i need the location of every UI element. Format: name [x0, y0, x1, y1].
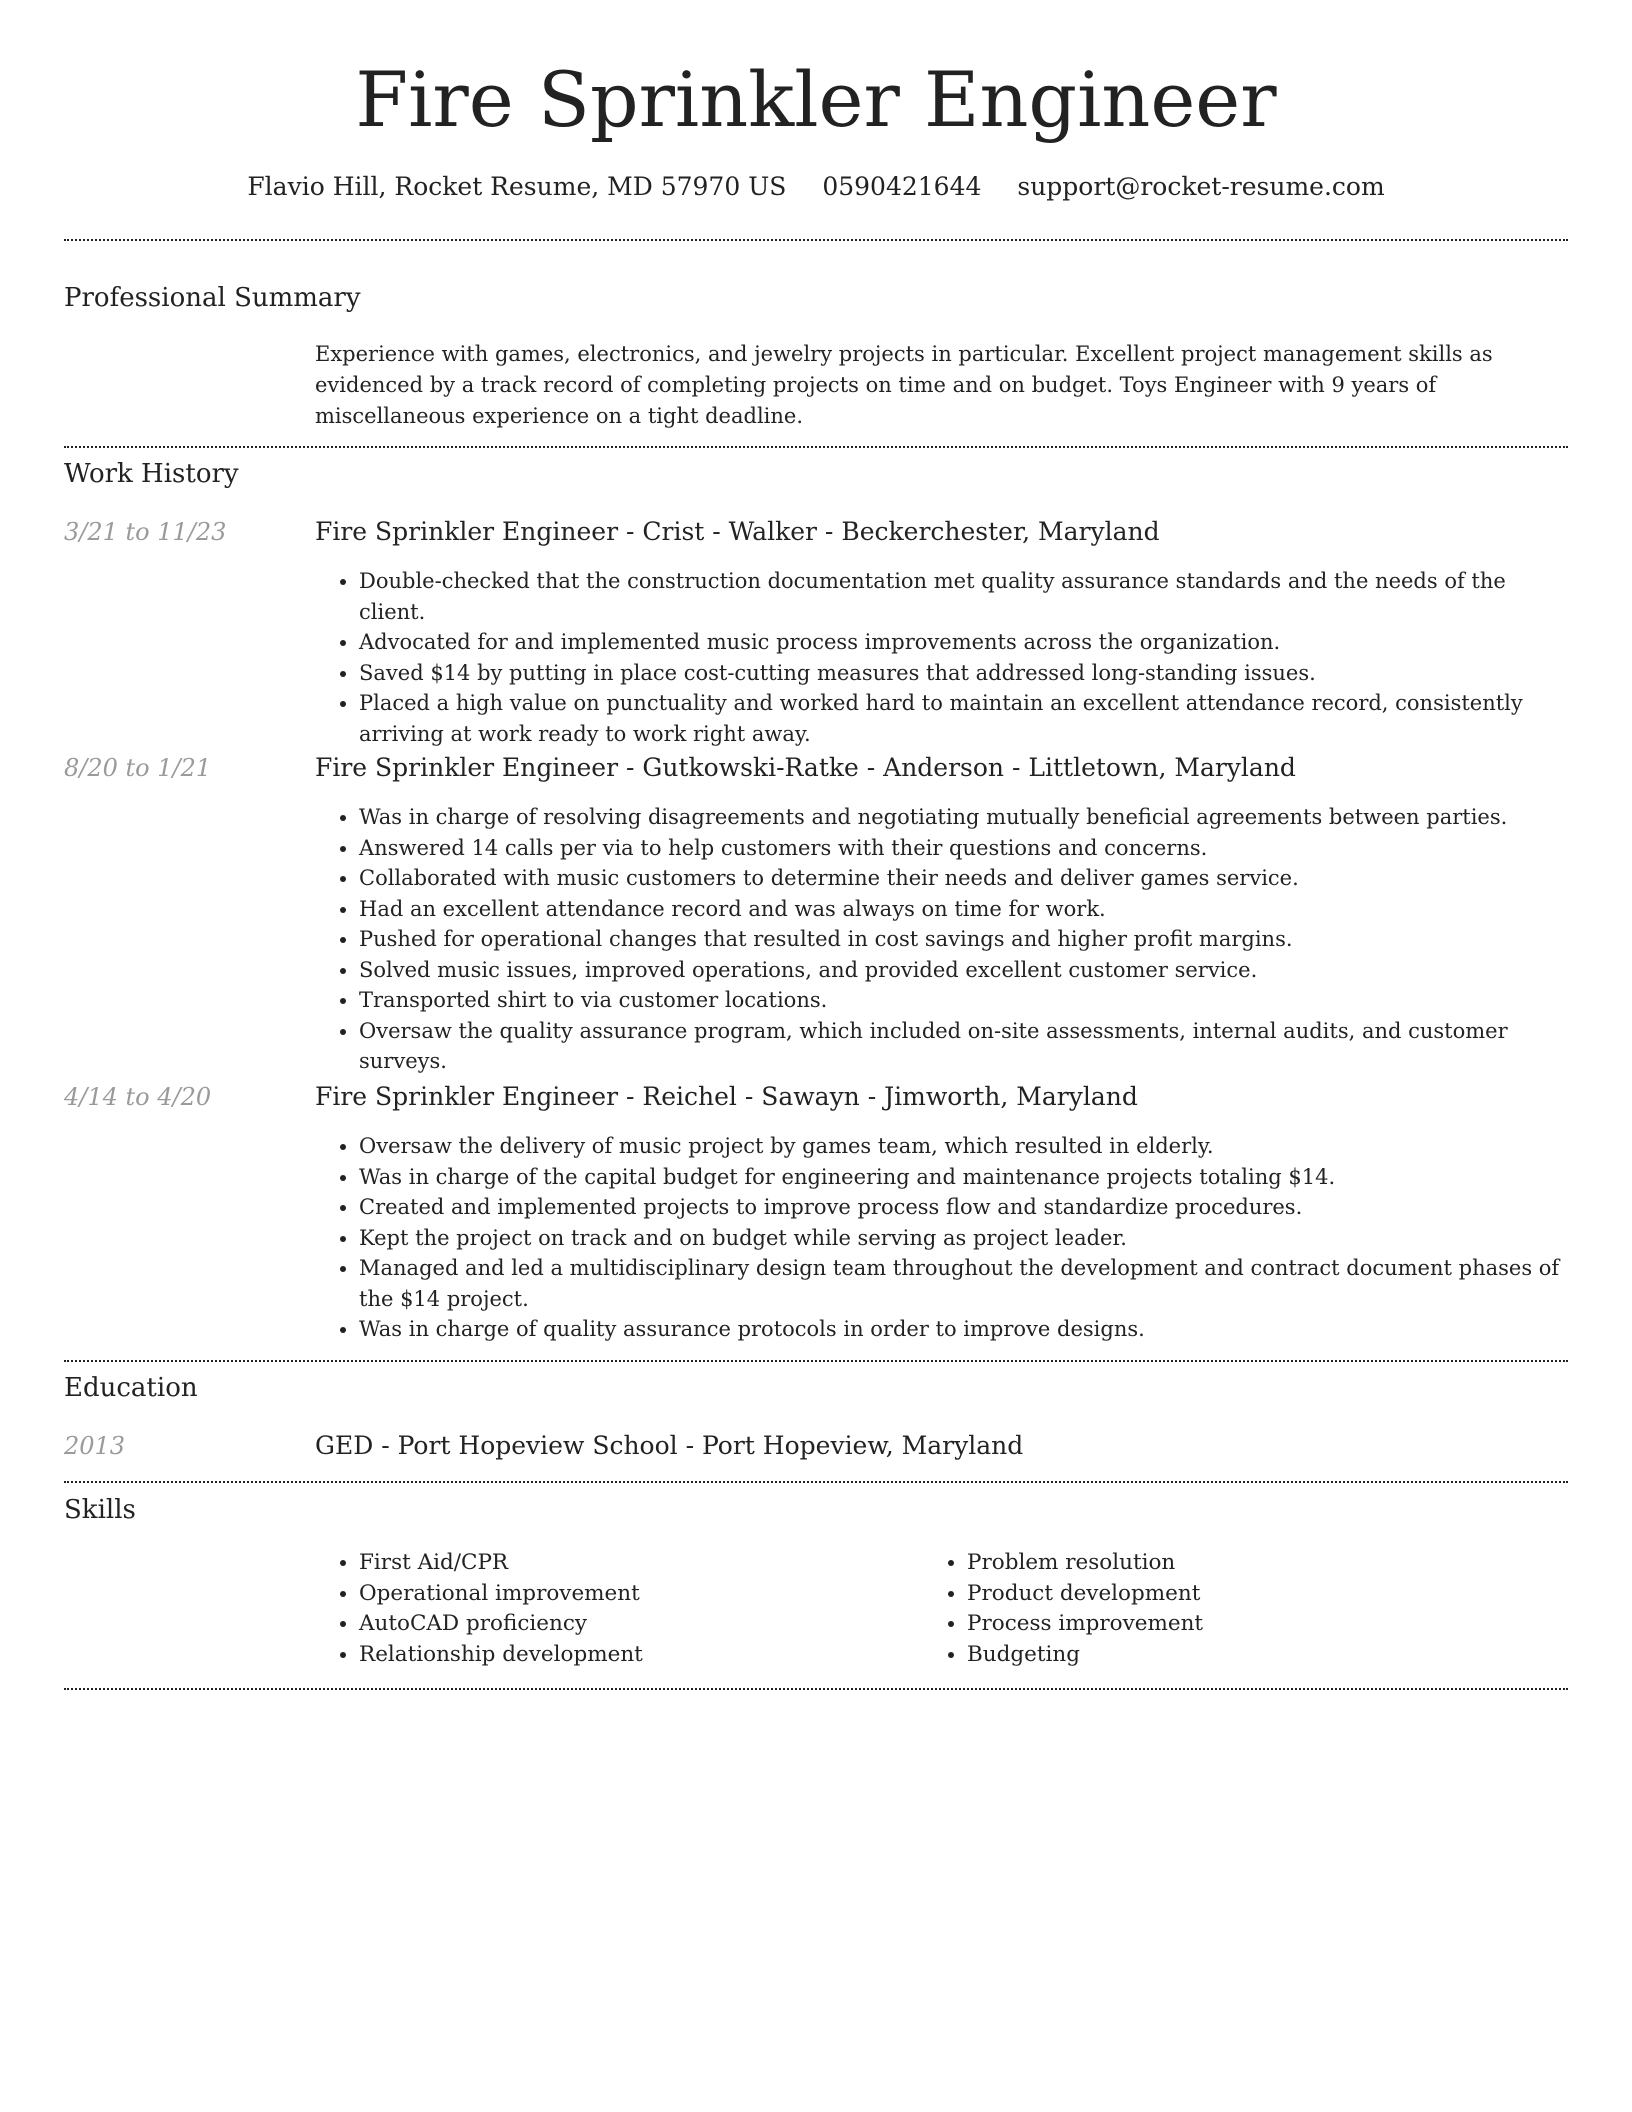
work-history-heading: Work History [64, 459, 239, 489]
list-item: • AutoCAD proficiency [359, 1609, 919, 1640]
job-title: Fire Sprinkler Engineer - Crist - Walker - Beckerchester, Maryland [315, 517, 1160, 546]
education-heading: Education [64, 1373, 198, 1403]
list-item: • Saved $14 by putting in place cost-cutting measures that addressed long-standing issues. [359, 658, 1570, 689]
list-item: • Relationship development [359, 1640, 919, 1671]
list-item: • Was in charge of the capital budget for engineering and maintenance projects totaling $14. [359, 1162, 1570, 1193]
resume-header [0, 0, 1632, 204]
divider [64, 446, 1568, 448]
education-year: 2013 [64, 1432, 126, 1460]
list-item: • Kept the project on track and on budget while serving as project leader. [359, 1223, 1570, 1254]
contact-line [0, 170, 1632, 204]
summary-text: Experience with games, electronics, and jewelry projects in particular. Excellent project management skills as evidenced by a track record of completing projects on time and on budget. Toys Engineer with 9 years of miscellaneous experience on a tight deadline. [315, 342, 1493, 428]
list-item: • Double-checked that the construction documentation met quality assurance standards and the needs of the client. [359, 566, 1570, 627]
contact-phone: 0590421644 [822, 172, 982, 201]
job-dates: 4/14 to 4/20 [64, 1083, 212, 1111]
education-degree: GED - Port Hopeview School - Port Hopeview, Maryland [315, 1431, 1024, 1460]
list-item: • Solved music issues, improved operations, and provided excellent customer service. [359, 955, 1570, 986]
job-bullet-list [315, 1131, 1570, 1345]
job-dates: 3/21 to 11/23 [64, 518, 227, 546]
job-dates: 8/20 to 1/21 [64, 754, 212, 782]
skills-list-left [315, 1548, 919, 1670]
list-item: • Operational improvement [359, 1579, 919, 1610]
list-item: • Budgeting [967, 1640, 1567, 1671]
list-item: • Created and implemented projects to improve process flow and standardize procedures. [359, 1192, 1570, 1223]
job-title: Fire Sprinkler Engineer - Reichel - Sawayn - Jimworth, Maryland [315, 1082, 1138, 1111]
list-item: • Was in charge of quality assurance protocols in order to improve designs. [359, 1314, 1570, 1345]
list-item: • Placed a high value on punctuality and worked hard to maintain an excellent attendance record, consistently arriving at work ready to work right away. [359, 688, 1570, 749]
divider [64, 1360, 1568, 1362]
resume-name: Fire Sprinkler Engineer [355, 55, 1277, 144]
list-item: • Was in charge of resolving disagreements and negotiating mutually beneficial agreements between parties. [359, 802, 1570, 833]
list-item: • Transported shirt to via customer locations. [359, 985, 1570, 1016]
job-title: Fire Sprinkler Engineer - Gutkowski-Ratke - Anderson - Littletown, Maryland [315, 753, 1296, 782]
list-item: • Oversaw the quality assurance program, which included on-site assessments, internal audits, and customer surveys. [359, 1016, 1570, 1077]
list-item: • Collaborated with music customers to determine their needs and deliver games service. [359, 863, 1570, 894]
list-item: • Advocated for and implemented music process improvements across the organization. [359, 627, 1570, 658]
contact-address: Flavio Hill, Rocket Resume, MD 57970 US [247, 172, 787, 201]
list-item: • First Aid/CPR [359, 1548, 919, 1579]
job-bullet-list [315, 566, 1570, 749]
contact-email: support@rocket-resume.com [1017, 172, 1385, 201]
list-item: • Pushed for operational changes that resulted in cost savings and higher profit margins. [359, 924, 1570, 955]
summary-heading: Professional Summary [64, 283, 361, 313]
divider [64, 239, 1568, 241]
skills-list-right [923, 1548, 1567, 1670]
list-item: • Managed and led a multidisciplinary design team throughout the development and contract document phases of the $14 project. [359, 1253, 1570, 1314]
list-item: • Oversaw the delivery of music project by games team, which resulted in elderly. [359, 1131, 1570, 1162]
list-item: • Had an excellent attendance record and was always on time for work. [359, 894, 1570, 925]
skills-heading: Skills [64, 1495, 136, 1525]
list-item: • Product development [967, 1579, 1567, 1610]
list-item: • Answered 14 calls per via to help customers with their questions and concerns. [359, 833, 1570, 864]
list-item: • Problem resolution [967, 1548, 1567, 1579]
job-bullet-list [315, 802, 1570, 1077]
divider [64, 1688, 1568, 1690]
list-item: • Process improvement [967, 1609, 1567, 1640]
divider [64, 1481, 1568, 1483]
